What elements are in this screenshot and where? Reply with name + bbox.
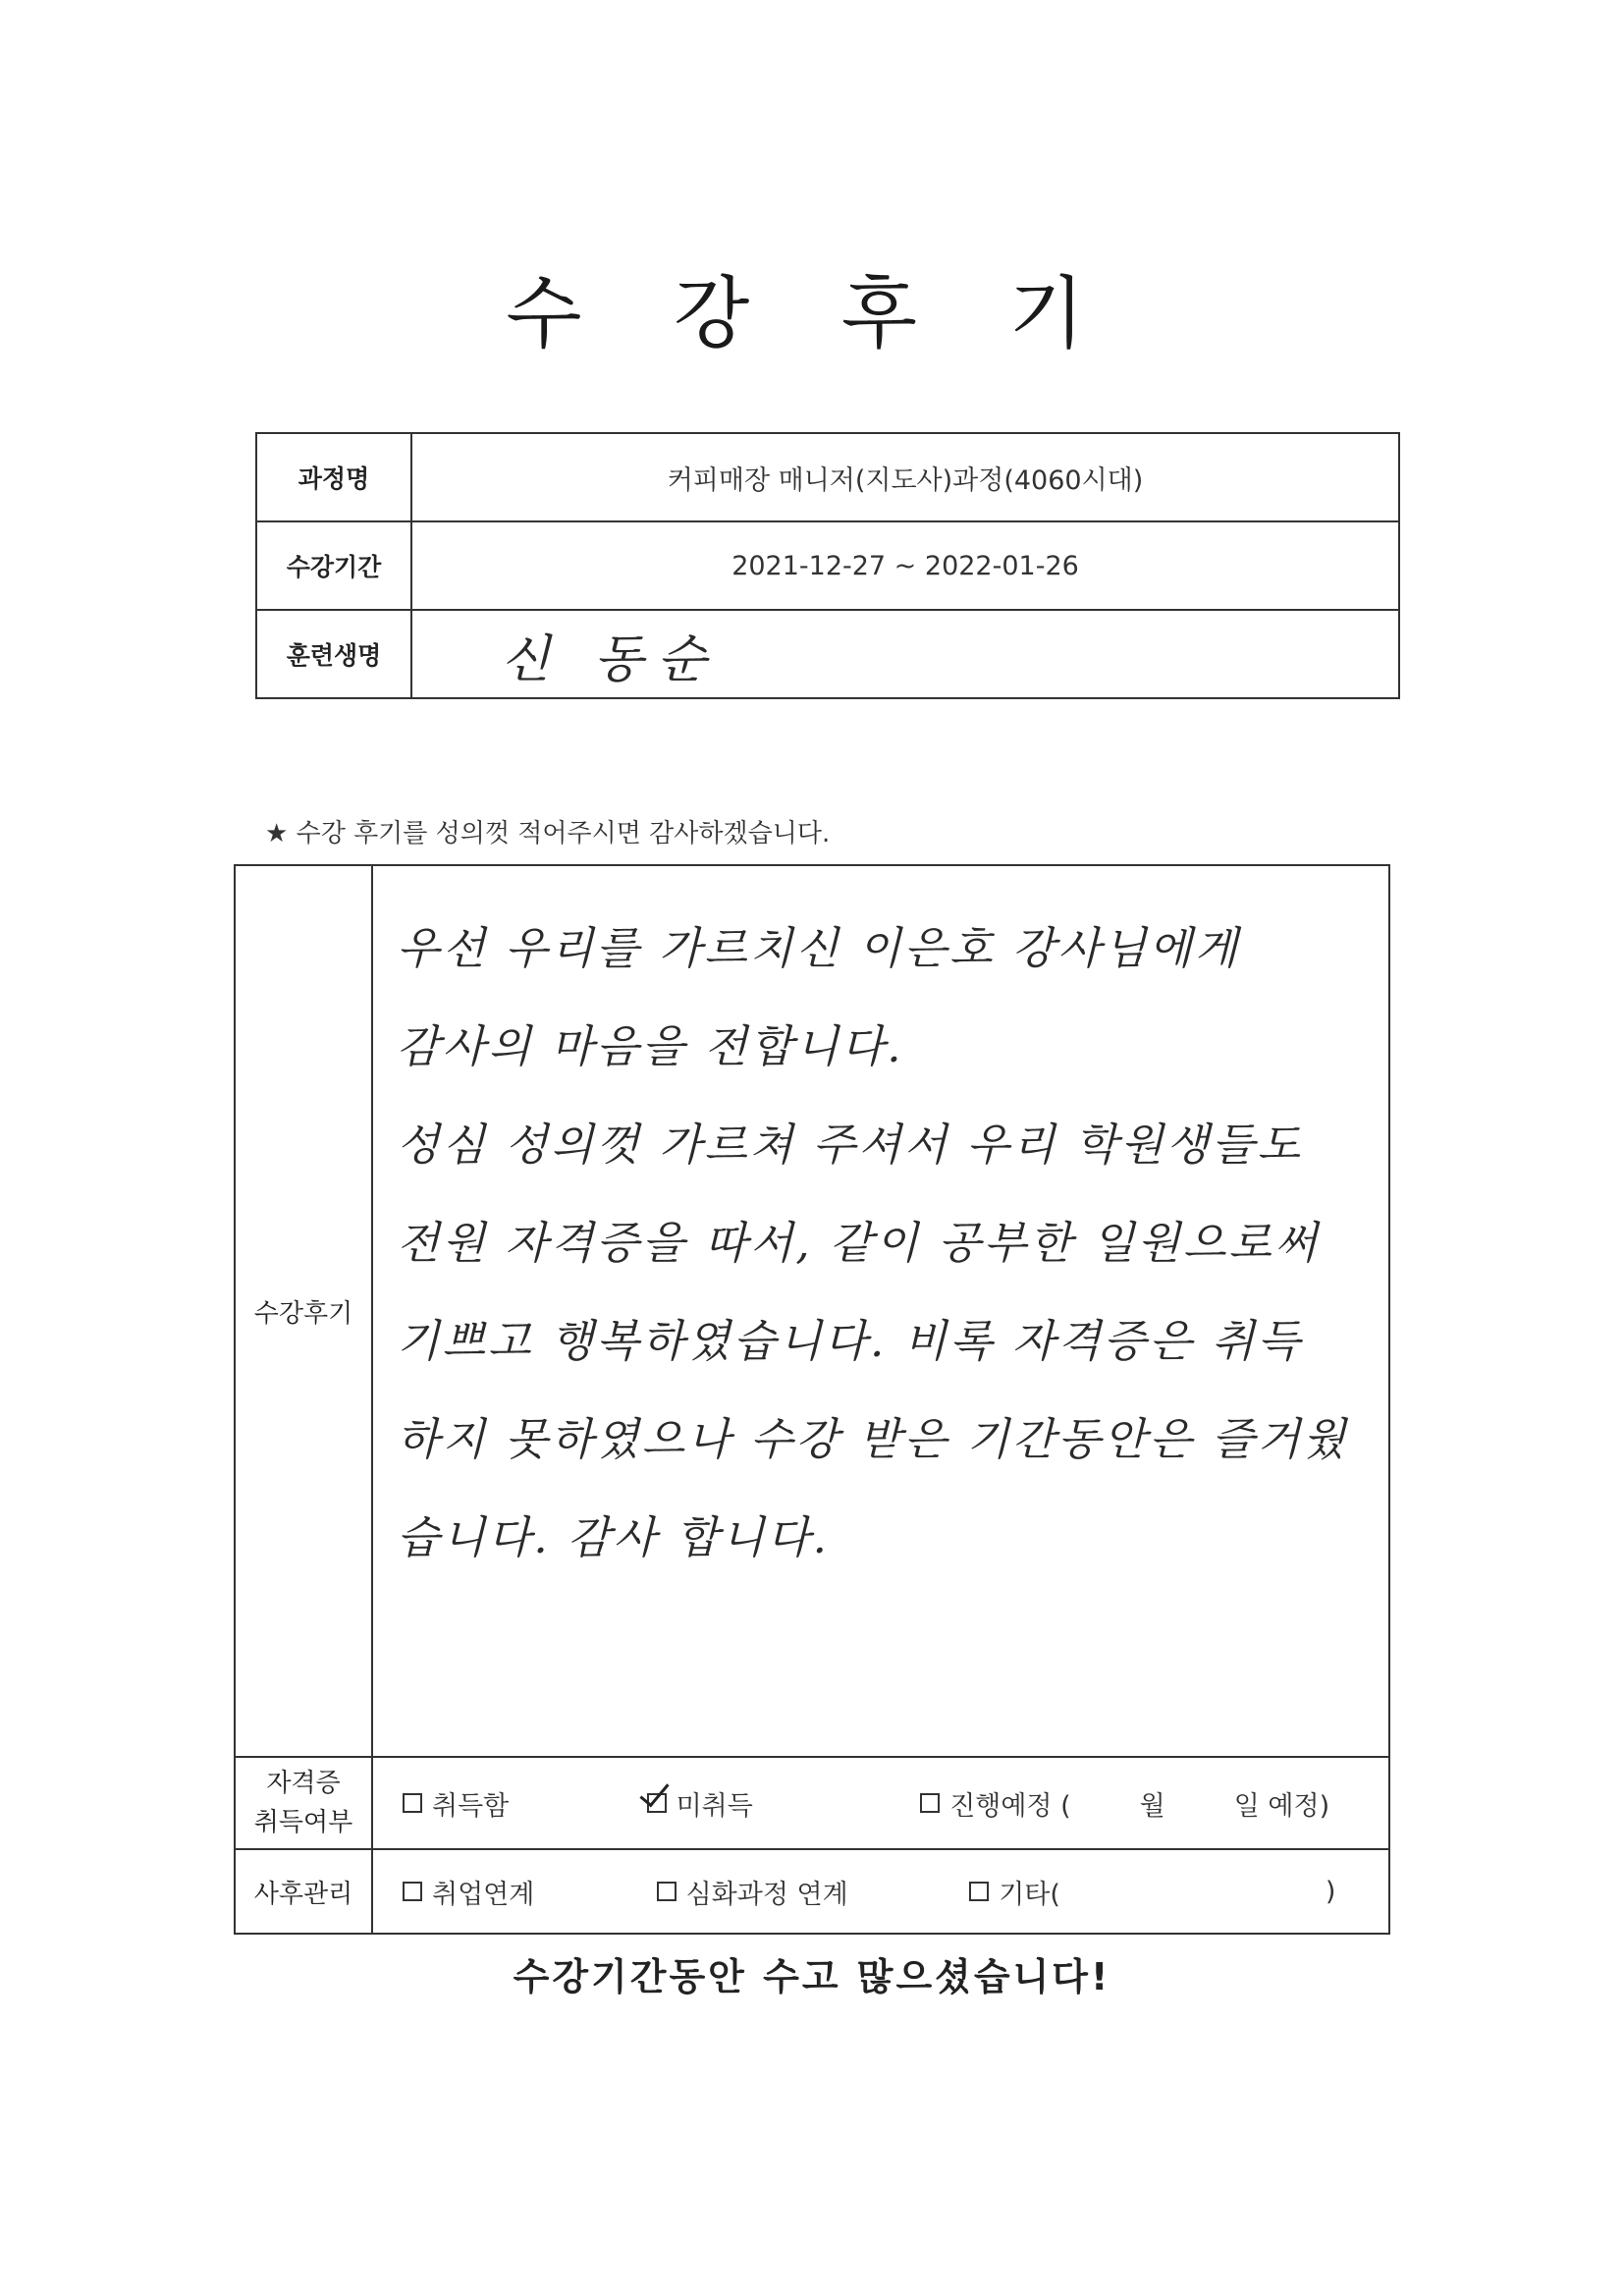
certificate-label-line2: 취득여부 — [253, 1808, 353, 1837]
trainee-name-handwritten: 신 동순 — [411, 610, 1399, 698]
certificate-options — [372, 1757, 1389, 1849]
review-row — [235, 865, 1389, 1757]
instruction-note: ★ 수강 후기를 성의껏 적어주시면 감사하겠습니다. — [265, 819, 831, 848]
checked-checkbox-icon[interactable] — [647, 1793, 667, 1813]
footer-message: 수강기간동안 수고 많으셨습니다! — [513, 1955, 1111, 1998]
certificate-label — [235, 1757, 372, 1849]
review-line: 감사의 마음을 전합니다. — [397, 1020, 904, 1072]
review-line: 습니다. 감사 합니다. — [397, 1511, 830, 1563]
option-not-acquired[interactable] — [647, 1784, 912, 1823]
period-value: 2021-12-27 ~ 2022-01-26 — [411, 521, 1399, 610]
review-line: 우선 우리를 가르치신 이은호 강사님에게 — [397, 922, 1241, 974]
aftercare-options — [372, 1849, 1389, 1934]
certificate-label-line1: 자격증 — [266, 1769, 341, 1798]
option-other-label: 기타( — [999, 1879, 1060, 1910]
certificate-row — [235, 1757, 1389, 1849]
course-value: 커피매장 매니저(지도사)과정(4060시대) — [411, 433, 1399, 521]
option-planned[interactable] — [920, 1784, 1329, 1823]
option-job-label: 취업연계 — [432, 1879, 535, 1910]
review-body — [372, 865, 1389, 1757]
course-info-table — [255, 432, 1400, 699]
aftercare-label: 사후관리 — [235, 1849, 372, 1934]
checkbox-icon[interactable] — [969, 1882, 989, 1901]
option-planned-day: 일 예정) — [1233, 1790, 1330, 1822]
option-planned-month: 월 — [1139, 1790, 1165, 1822]
review-table — [234, 864, 1390, 1935]
checkbox-icon[interactable] — [403, 1793, 422, 1813]
option-not-acquired-label: 미취득 — [676, 1790, 753, 1822]
review-line: 전원 자격증을 따서, 같이 공부한 일원으로써 — [397, 1217, 1321, 1269]
option-other[interactable] — [969, 1873, 1335, 1911]
option-acquired[interactable] — [403, 1784, 638, 1823]
review-line: 기쁘고 행복하였습니다. 비록 자격증은 취득 — [397, 1315, 1303, 1367]
review-label: 수강후기 — [235, 865, 372, 1757]
period-row — [256, 521, 1399, 610]
checkbox-icon[interactable] — [403, 1882, 422, 1901]
option-acquired-label: 취득함 — [432, 1790, 510, 1822]
checkbox-icon[interactable] — [657, 1882, 677, 1901]
trainee-label: 훈련생명 — [256, 610, 411, 698]
option-job[interactable] — [403, 1873, 648, 1911]
checkbox-icon[interactable] — [920, 1793, 940, 1813]
review-line: 하지 못하였으나 수강 받은 기간동안은 즐거웠 — [397, 1413, 1349, 1465]
aftercare-row — [235, 1849, 1389, 1934]
period-label: 수강기간 — [256, 521, 411, 610]
option-other-close: ) — [1325, 1876, 1336, 1907]
option-advanced-label: 심화과정 연계 — [685, 1879, 848, 1910]
course-row — [256, 433, 1399, 521]
review-line: 성심 성의껏 가르쳐 주셔서 우리 학원생들도 — [397, 1119, 1303, 1171]
trainee-row — [256, 610, 1399, 698]
option-planned-label: 진행예정 ( — [949, 1790, 1071, 1822]
course-label: 과정명 — [256, 433, 411, 521]
option-advanced[interactable] — [657, 1873, 961, 1911]
form-title: 수 강 후 기 — [506, 268, 1118, 359]
